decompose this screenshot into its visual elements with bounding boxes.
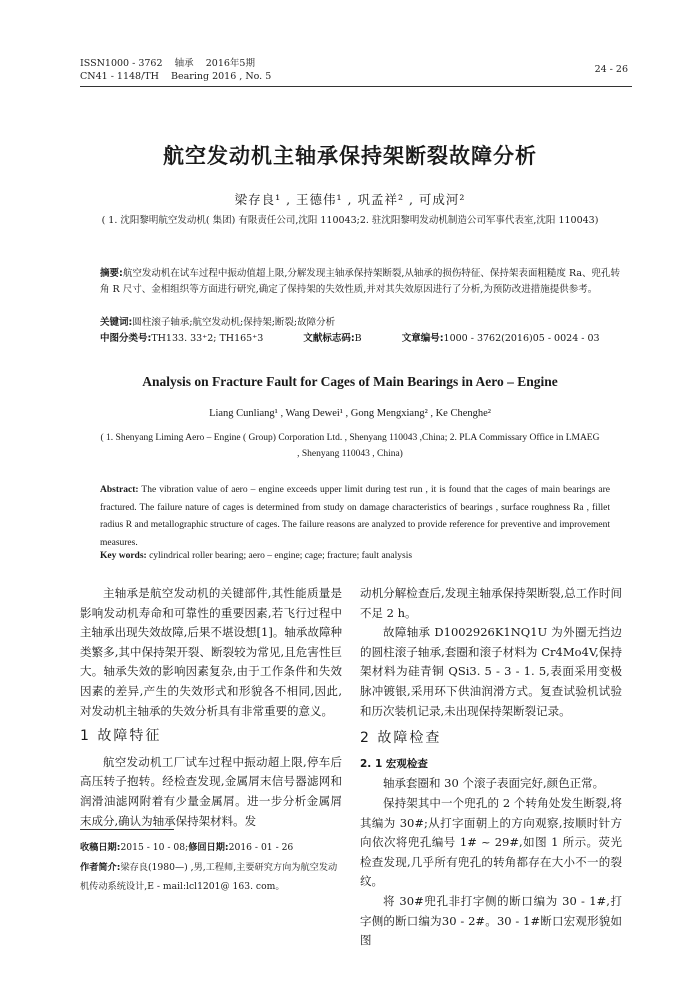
doc-code-value: B bbox=[354, 333, 362, 344]
abstract-cn bbox=[100, 266, 620, 297]
authors-en: Liang Cunliang¹ , Wang Dewei¹ , Gong Mengxiang² , Ke Chenghe² bbox=[209, 408, 491, 419]
article-no-label: 文章编号: bbox=[401, 333, 444, 344]
revised-date: 2016 - 01 - 26 bbox=[228, 842, 294, 853]
classification-line bbox=[100, 331, 620, 347]
footnote bbox=[80, 838, 340, 897]
title-cn: 航空发动机主轴承保持架断裂故障分析 bbox=[163, 144, 537, 168]
section-2-title: 2 故障检查 bbox=[360, 730, 442, 747]
received-label: 收稿日期: bbox=[80, 842, 121, 853]
footnote-rule bbox=[80, 829, 174, 830]
section-1-title: 1 故障特征 bbox=[80, 728, 162, 745]
header-journal-cn: 轴承 bbox=[174, 58, 194, 69]
abstract-en-text: The vibration value of aero – engine exceeds upper limit during test run , it is found that the cages of main bearings are fractured. The failure nature of cages is determined from study on damage characteristics of bearings , surface roughness Ra , fillet radius R and metallographic structure of cages. The failure reasons are analyzed to provide reference for preventive and improvement measures. bbox=[100, 485, 610, 548]
affiliation-en: ( 1. Shenyang Liming Aero – Engine ( Group) Corporation Ltd. , Shenyang 110043 ,China; 2. PLA Commissary Office in LMAEG , Shenyang 110043 , China) bbox=[100, 433, 600, 459]
authors-cn: 梁存良¹ , 王德伟¹ , 巩孟祥² , 可成河² bbox=[234, 192, 466, 207]
received-date: 2015 - 10 - 08; bbox=[120, 842, 189, 853]
header-issn: ISSN1000 - 3762 bbox=[80, 58, 163, 69]
abstract-en bbox=[100, 482, 610, 552]
header-issue-cn: 2016年5期 bbox=[205, 58, 255, 69]
revised-label: 修回日期: bbox=[188, 842, 229, 853]
abstract-en-label: Abstract: bbox=[100, 485, 139, 495]
keywords-en-label: Key words: bbox=[100, 551, 147, 561]
right-column bbox=[360, 584, 622, 951]
header-cn: CN41 - 1148/TH bbox=[80, 71, 159, 82]
intro-paragraph: 主轴承是航空发动机的关键部件,其性能质量是影响发动机寿命和可靠性的重要因素,若飞行过程中主轴承出现失效故障,后果不堪设想[1]。轴承故障种类繁多,其中保持架开裂、断裂较为常见,且危害性巨大。轴承失效的影响因素复杂,由于工作条件和失效因素的差异,产生的失效形式和形貌各不相同,因此,对发动机主轴承的失效分析具有非常重要的意义。 bbox=[80, 586, 342, 718]
keywords-en bbox=[100, 548, 610, 564]
affiliation-cn: ( 1. 沈阳黎明航空发动机( 集团) 有限责任公司,沈阳 110043;2. 驻沈阳黎明发动机制造公司军事代表室,沈阳 110043) bbox=[101, 215, 599, 226]
subsection-2-1-title: 2. 1 宏观检查 bbox=[360, 757, 428, 770]
clc-value: TH133. 33⁺2; TH165⁺3 bbox=[151, 333, 264, 344]
bio-label: 作者简介: bbox=[80, 861, 121, 873]
right-paragraph-3: 轴承套圈和 30 个滚子表面完好,颜色正常。 bbox=[383, 776, 605, 791]
header-rule bbox=[80, 86, 632, 87]
abstract-cn-label: 摘要: bbox=[100, 268, 123, 279]
author-bio: 梁存良(1980—) ,男,工程师,主要研究方向为航空发动机传动系统设计,E - mail:lcl1201@ 163. com。 bbox=[80, 861, 338, 893]
article-no-value: 1000 - 3762(2016)05 - 0024 - 03 bbox=[443, 333, 600, 344]
header-issn-block bbox=[80, 57, 271, 83]
right-paragraph-4: 保持架其中一个兜孔的 2 个转角处发生断裂,将其编为 30#;从打字面朝上的方向观察,按顺时针方向依次将兜孔编号 1# ~ 29#,如图 1 所示。荧光检查发现,几乎所有兜孔的转角都存在大小不一的裂纹。 bbox=[360, 795, 622, 889]
keywords-cn-text: 圆柱滚子轴承;航空发动机;保持架;断裂;故障分析 bbox=[132, 317, 336, 328]
header-journal-en: Bearing 2016 , No. 5 bbox=[171, 71, 272, 82]
title-en: Analysis on Fracture Fault for Cages of Main Bearings in Aero – Engine bbox=[142, 374, 558, 389]
right-paragraph-1: 动机分解检查后,发现主轴承保持架断裂,总工作时间不足 2 h。 bbox=[360, 586, 622, 620]
keywords-cn-label: 关键词: bbox=[100, 317, 133, 328]
left-column bbox=[80, 584, 342, 831]
keywords-en-text: cylindrical roller bearing; aero – engine; cage; fracture; fault analysis bbox=[149, 551, 413, 561]
keywords-cn bbox=[100, 315, 620, 331]
header-pages: 24 - 26 bbox=[594, 64, 628, 75]
abstract-cn-text: 航空发动机在试车过程中振动值超上限,分解发现主轴承保持架断裂,从轴承的损伤特征、保持架表面粗糙度 Ra、兜孔转角 R 尺寸、金相组织等方面进行研究,确定了保持架的失效性质,并对其失效原因进行了分析,为预防改进措施提供参考。 bbox=[100, 268, 620, 295]
right-paragraph-5: 将 30#兜孔非打字侧的断口编为 30 - 1#,打字侧的断口编为30 - 2#。30 - 1#断口宏观形貌如图 bbox=[360, 893, 622, 948]
doc-code-label: 文献标志码: bbox=[303, 333, 355, 344]
section-1-paragraph: 航空发动机工厂试车过程中振动超上限,停车后高压转子抱转。经检查发现,金属屑末信号器滤网和润滑油滤网附着有少量金属屑。进一步分析金属屑末成分,确认为轴承保持架材料。发 bbox=[80, 754, 342, 828]
right-paragraph-2: 故障轴承 D1002926K1NQ1U 为外圈无挡边的圆柱滚子轴承,套圈和滚子材料为 Cr4Mo4V,保持架材料为硅青铜 QSi3. 5 - 3 - 1. 5,表面采用变极脉冲镀银,采用环下供油润滑方式。复查试验机试验和历次装机记录,未出现保持架断裂记录。 bbox=[360, 625, 622, 718]
clc-label: 中图分类号: bbox=[100, 333, 152, 344]
